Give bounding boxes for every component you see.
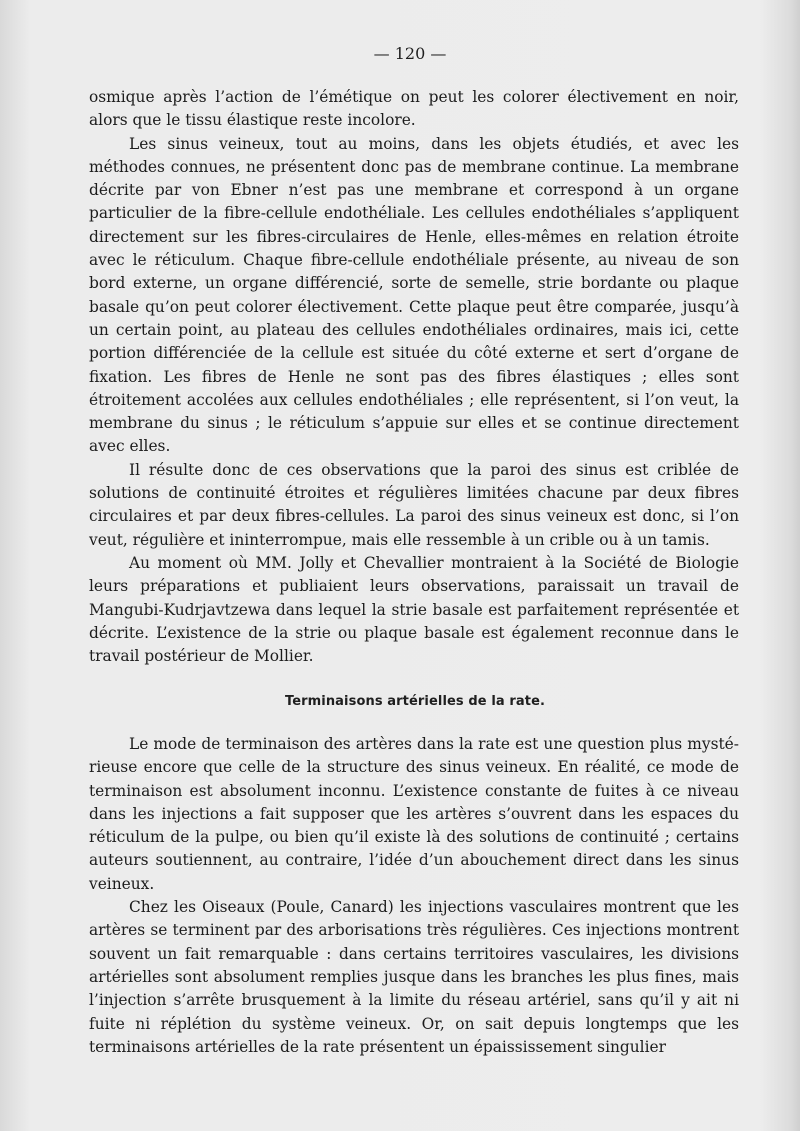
paragraph: Chez les Oiseaux (Poule, Canard) les injections vasculaires montrent que les artères se terminent par des arborisations très régulières. Ces injections montrent souvent un fait remarquable : dans certains territoires vasculaires, les divisions artérielles sont absolument remplies jusque dans les branches les plus fines, mais l’injection s’arrête brusquement à la limite du réseau artériel, sans qu’il y ait ni fuite ni réplétion du système veineux. Or, on sait depuis longtemps que les terminaisons artérielles de la rate présentent un épaississement singulier [89, 898, 739, 1056]
paragraph: Au moment où MM. Jolly et Chevallier montraient à la Société de Biologie leurs préparations et publiaient leurs observations, paraissait un travail de Mangubi-Kudrjavtzewa dans lequel la strie basale est parfaitement représentée et décrite. L’existence de la strie ou plaque basale est également reconnue dans le travail postérieur de Mollier. [89, 553, 739, 666]
paragraph: osmique après l’action de l’émétique on peut les colorer électivement en noir, alors que le tissu élastique reste incolore. [89, 88, 739, 130]
paragraph: Il résulte donc de ces observations que la paroi des sinus est criblée de solutions de continuité étroites et régulières limitées chacune par deux fibres circulaires et par deux fibres-cellules. La paroi des sinus veineux est donc, si l’on veut, régulière et ininterrompue, mais elle ressemble à un crible ou à un tamis. [89, 460, 739, 549]
paragraph: Les sinus veineux, tout au moins, dans les objets étudiés, et avec les méthodes connues, ne présentent donc pas de membrane continue. La membrane décrite par von Ebner n’est pas une membrane et correspond à un organe particulier de la fibre-cellule endothéliale. Les cellules endothéliales s’appliquent directement sur les fibres-circulaires de Henle, elles-mêmes en relation étroite avec le réticulum. Chaque fibre-cellule endothéliale présente, au niveau de son bord externe, un organe différencié, sorte de semelle, strie bordante ou plaque basale qu’on peut colorer électivement. Cette plaque peut être comparée, jusqu’à un certain point, au plateau des cellules endothéliales ordinaires, mais ici, cette portion différenciée de la cellule est située du côté externe et sert d’organe de fixation. Les fibres de Henle ne sont pas des fibres élastiques ; elles sont étroitement accolées aux cellules endothéliales ; elle représentent, si l’on veut, la membrane du sinus ; le réticulum s’appuie sur elles et se continue directement avec elles. [89, 134, 739, 456]
page-number: — 120 — [373, 44, 447, 63]
body-text-section-two [89, 733, 739, 1059]
paragraph: Le mode de terminaison des artères dans la rate est une question plus mystérieuse encore que celle de la structure des sinus veineux. En réalité, ce mode de terminaison est absolument inconnu. L’existence constante de fuites à ce niveau dans les injections a fait supposer que les artères s’ouvrent dans les espaces du réticulum de la pulpe, ou bien qu’il existe là des solutions de continuité ; certains auteurs soutiennent, au contraire, l’idée d’un abouchement direct dans les sinus veineux. [89, 735, 739, 893]
section-heading: Terminaisons artérielles de la rate. [284, 694, 546, 709]
body-text-section-one [89, 86, 739, 668]
